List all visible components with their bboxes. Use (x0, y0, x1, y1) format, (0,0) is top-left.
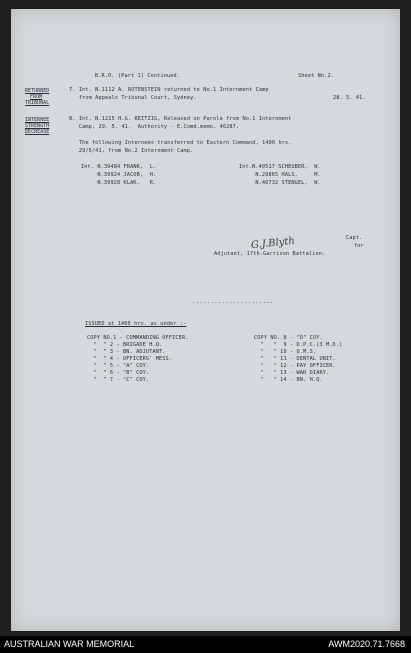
copy-right-1: COPY NO. 8 - "D" COY. (254, 335, 323, 341)
copy-right-5: " " 12 - PAY OFFICER. (254, 363, 336, 369)
item7-date: 28. 5. 41. (333, 95, 366, 101)
copy-right-6: " " 13 - WAR DIARY. (254, 370, 330, 376)
item8-line1: 8. Int. N.1215 H.G. REITZIG, Released on Parole from No.1 Internment (69, 116, 292, 122)
document-page (11, 9, 400, 631)
internee-left-2: N.39924 JACOB, H. (81, 172, 157, 178)
handwritten-signature: G.J.Blyth (250, 235, 296, 252)
footer-accession-number: AWM2020.71.7668 (328, 639, 405, 649)
copy-left-1: COPY NO.1 - COMMANDING OFFICER. (87, 335, 189, 341)
copy-right-4: " " 11 - DENTAL UNIT. (254, 356, 336, 362)
issued-heading: ISSUED at 1400 hrs. as under :- (85, 321, 187, 327)
copy-left-2: " " 2 - BRIGADE H.Q. (87, 342, 163, 348)
internee-right-1: Int.N.40517 SCHEUBER, W. (239, 164, 321, 170)
copy-right-3: " " 10 - Q.M.S. (254, 349, 317, 355)
item7-label-2: FROM (30, 94, 43, 100)
copy-left-7: " " 7 - "C" COY. (87, 377, 150, 383)
separator-dots: ...................... (192, 299, 274, 305)
archive-footer (0, 636, 411, 653)
item8-para2: 29/5/41, from No.2 Internment Camp. (69, 148, 194, 154)
document-title: B.R.O. (Part 1) Continued. (95, 73, 181, 79)
item8-label-3: DECREASE (25, 129, 50, 135)
item8-label-1: INTERNEE (25, 117, 50, 123)
internee-left-3: N.39928 KLAK, R. (81, 180, 157, 186)
internee-right-3: N.40732 STENGEL, W. (239, 180, 321, 186)
signature-for: for (354, 243, 364, 249)
internee-left-1: Int. N.39484 FRANK, L. (81, 164, 157, 170)
item7-line1: 7. Int. N.1112 A. ROTENSTEIN returned to No.1 Internment Camp (69, 87, 269, 93)
item7-label-1: RETURNED (25, 88, 50, 94)
item8-label-2: STRENGTH (25, 123, 50, 129)
sheet-number: Sheet No.2. (298, 73, 335, 79)
item7-label-3: TRIBUNAL (25, 100, 50, 106)
copy-left-4: " " 4 - OFFICERS' MESS. (87, 356, 173, 362)
copy-right-2: " " 9 - D.P.C.(3 M.D.) (254, 342, 343, 348)
item7-line2: from Appeals Tribunal Court, Sydney. (69, 95, 197, 101)
signature-rank: Capt. (346, 235, 363, 241)
copy-left-5: " " 5 - "A" COY. (87, 363, 150, 369)
item8-line2: Camp, 29. 5. 41. Authority - E.Comd.memo. 46287. (69, 124, 240, 130)
copy-left-3: " " 3 - BN. ADJUTANT. (87, 349, 166, 355)
footer-institution: AUSTRALIAN WAR MEMORIAL (4, 639, 135, 649)
internee-right-2: N.29865 HALS, M. (239, 172, 321, 178)
item8-para1: The following Internees transferred to Eastern Command, 1400 hrs. (69, 140, 292, 146)
signature-title: Adjutant, 17th.Garrison Battalion. (214, 251, 326, 257)
copy-right-7: " " 14 - BN. H.Q. (254, 377, 323, 383)
copy-left-6: " " 6 - "B" COY. (87, 370, 150, 376)
